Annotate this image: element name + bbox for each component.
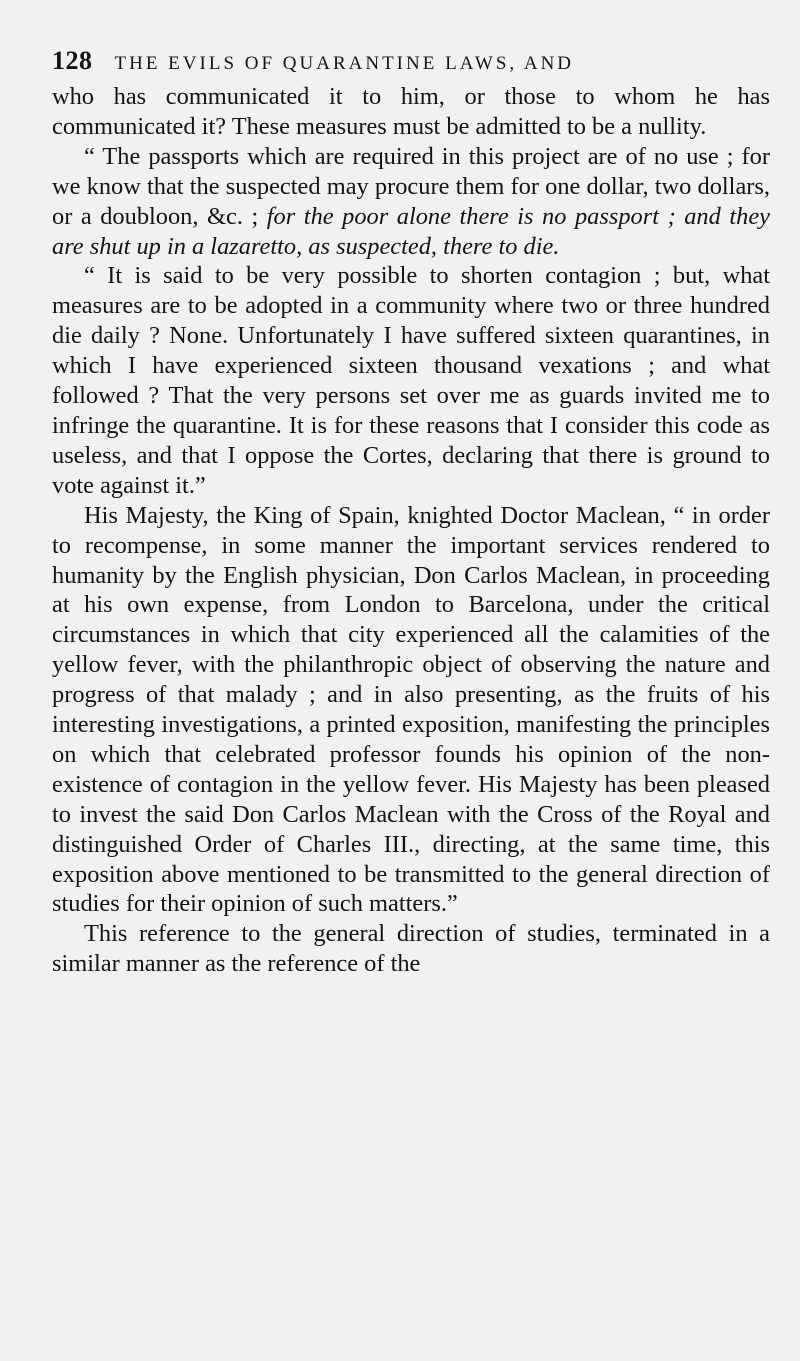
- paragraph-contagion: “ It is said to be very possible to shorten contagion ; but, what measures are to be adopted in a community where two or three hundred die daily ? None. Unfortunately I have suffered sixteen quarantines, in which I have experienced sixteen thousand vexations ; and what followed ? That the very persons set over me as guards invited me to infringe the quarantine. It is for these reasons that I consider this code as useless, and that I oppose the Cortes, declaring that there is ground to vote against it.”: [52, 262, 770, 499]
- paragraph-continuation: who has communicated it to him, or those to whom he has communicated it? These measures must be admitted to be a nullity.: [52, 83, 770, 140]
- body-text: [52, 82, 770, 979]
- page-number: 128: [52, 46, 93, 75]
- paragraph-passports: [52, 142, 770, 262]
- paragraph-maclean: His Majesty, the King of Spain, knighted Doctor Maclean, “ in order to recompense, in some manner the important services rendered to humanity by the English physician, Don Carlos Maclean, in proceeding at his own expense, from London to Barcelona, under the critical circumstances in which that city experienced all the calamities of the yellow fever, with the philanthropic object of observing the nature and progress of that malady ; and in also presenting, as the fruits of his interesting investigations, a printed exposition, manifesting the principles on which that celebrated professor founds his opinion of the non-existence of contagion in the yellow fever. His Majesty has been pleased to invest the said Don Carlos Maclean with the Cross of the Royal and distinguished Order of Charles III., directing, at the same time, this exposition above mentioned to be transmitted to the general direction of studies for their opinion of such matters.”: [52, 501, 770, 918]
- page-header: [52, 46, 752, 76]
- paragraph-passports-italic: for the poor alone there is no passport ; and they are shut up in a lazaretto, as suspected, there to die.: [52, 202, 770, 260]
- running-head: THE EVILS OF QUARANTINE LAWS, AND: [114, 53, 575, 74]
- paragraph-reference: This reference to the general direction of studies, terminated in a similar manner as the reference of the: [52, 920, 770, 978]
- paragraph-passports-text: “ The passports which are required in this project are of no use ; for we know that the suspected may procure them for one dollar, two dollars, or a doubloon, &c. ;: [52, 142, 770, 230]
